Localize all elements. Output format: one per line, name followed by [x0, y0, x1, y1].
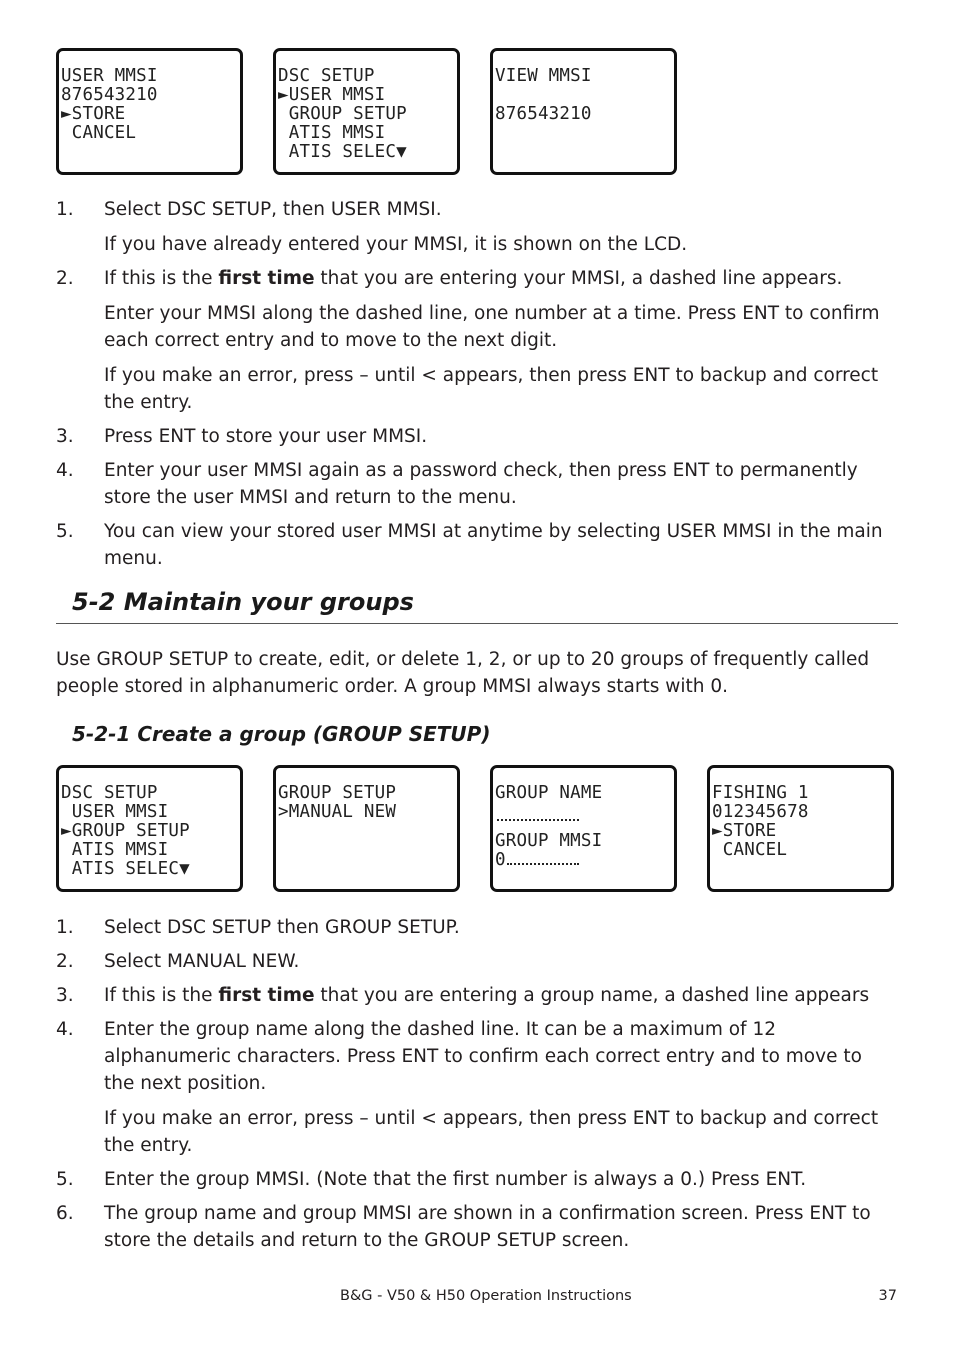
- lcd-line: ►STORE: [712, 821, 777, 841]
- lcd-screen-group-name: [490, 765, 677, 892]
- lcd-line: GROUP MMSI: [495, 831, 603, 851]
- step-text: If you make an error, press – until < appears, then press ENT to backup and correct the entry.: [104, 365, 879, 413]
- lcd-line: CANCEL: [712, 840, 788, 860]
- step-number: 5.: [56, 521, 74, 542]
- step-text: If you make an error, press – until < appears, then press ENT to backup and correct the entry.: [104, 1108, 879, 1156]
- lcd-line: FISHING 1: [712, 783, 809, 803]
- step-text: If this is the first time that you are entering a group name, a dashed line appears: [104, 985, 870, 1006]
- list-item: [56, 1166, 896, 1193]
- lcd-line: VIEW MMSI: [495, 66, 592, 86]
- list-item: [56, 914, 896, 941]
- lcd-line: ATIS MMSI: [278, 123, 386, 143]
- lcd-row-group-setup: [56, 765, 924, 892]
- lcd-line: ATIS MMSI: [61, 840, 169, 860]
- list-item: [56, 196, 896, 258]
- lcd-screen-confirm-group: [707, 765, 894, 892]
- list-item: [56, 948, 896, 975]
- step-text: Enter your user MMSI again as a password check, then press ENT to permanently store the user MMSI and return to the menu.: [104, 460, 858, 508]
- lcd-line: USER MMSI: [61, 66, 158, 86]
- list-item: [56, 518, 896, 572]
- step-number: 3.: [56, 985, 74, 1006]
- step-text: Press ENT to store your user MMSI.: [104, 426, 428, 447]
- step-number: 6.: [56, 1203, 74, 1224]
- step-number: 4.: [56, 460, 74, 481]
- section-divider: [56, 623, 898, 624]
- page-number: 37: [878, 1288, 897, 1304]
- lcd-line: ►GROUP SETUP: [61, 821, 190, 841]
- lcd-line: ►USER MMSI: [278, 85, 386, 105]
- step-number: 5.: [56, 1169, 74, 1190]
- list-item: [56, 1016, 896, 1159]
- lcd-line: GROUP SETUP: [278, 783, 397, 803]
- step-number: 1.: [56, 199, 74, 220]
- lcd-line: 012345678: [712, 802, 809, 822]
- list-item: [56, 457, 896, 511]
- step-number: 1.: [56, 917, 74, 938]
- lcd-screen-dsc-setup: [56, 765, 243, 892]
- list-item: [56, 423, 896, 450]
- step-number: 3.: [56, 426, 74, 447]
- lcd-screen-dsc-setup: [273, 48, 460, 175]
- lcd-line: ATIS SELEC▼: [61, 859, 190, 879]
- step-number: 2.: [56, 951, 74, 972]
- step-text: If you have already entered your MMSI, it is shown on the LCD.: [104, 234, 688, 255]
- lcd-row-user-mmsi: [56, 48, 707, 175]
- lcd-screen-view-mmsi: [490, 48, 677, 175]
- section-heading: 5-2 Maintain your groups: [72, 588, 414, 616]
- lcd-dashed-line: [495, 803, 674, 822]
- lcd-screen-group-setup: [273, 765, 460, 892]
- step-text: Enter your MMSI along the dashed line, one number at a time. Press ENT to confirm each correct entry and to move to the next digit.: [104, 303, 880, 351]
- list-item: [56, 982, 896, 1009]
- list-item: [56, 1200, 896, 1254]
- lcd-line: USER MMSI: [61, 802, 169, 822]
- lcd-line: DSC SETUP: [278, 66, 375, 86]
- step-number: 4.: [56, 1019, 74, 1040]
- steps-group-setup: [56, 914, 896, 1261]
- lcd-line: 0: [495, 851, 674, 870]
- lcd-line: CANCEL: [61, 123, 137, 143]
- lcd-line: [495, 86, 674, 105]
- lcd-line: 876543210: [61, 85, 158, 105]
- lcd-line: GROUP NAME: [495, 783, 603, 803]
- step-text: The group name and group MMSI are shown in a confirmation screen. Press ENT to store the details and return to the GROUP SETUP screen.: [104, 1203, 871, 1251]
- lcd-line: 876543210: [495, 104, 592, 124]
- lcd-screen-user-mmsi: [56, 48, 243, 175]
- step-text: If this is the first time that you are entering your MMSI, a dashed line appears.: [104, 268, 843, 289]
- list-item: [56, 265, 896, 416]
- step-text: You can view your stored user MMSI at anytime by selecting USER MMSI in the main menu.: [104, 521, 883, 569]
- step-text: Select DSC SETUP then GROUP SETUP.: [104, 917, 460, 938]
- lcd-line: ATIS SELEC▼: [278, 142, 407, 162]
- footer-title: B&G - V50 & H50 Operation Instructions: [340, 1288, 632, 1304]
- step-text: Select DSC SETUP, then USER MMSI.: [104, 199, 442, 220]
- steps-user-mmsi: [56, 196, 896, 579]
- step-text: Enter the group name along the dashed line. It can be a maximum of 12 alphanumeric characters. Press ENT to confirm each correct entry and to move to the next position.: [104, 1019, 862, 1094]
- step-number: 2.: [56, 268, 74, 289]
- section-intro: Use GROUP SETUP to create, edit, or delete 1, 2, or up to 20 groups of frequently called people stored in alphanumeric order. A group MMSI always starts with 0.: [56, 649, 870, 697]
- lcd-line: ►STORE: [61, 104, 126, 124]
- step-text: Select MANUAL NEW.: [104, 951, 300, 972]
- lcd-line: GROUP SETUP: [278, 104, 407, 124]
- step-text: Enter the group MMSI. (Note that the first number is always a 0.) Press ENT.: [104, 1169, 807, 1190]
- lcd-line: >MANUAL NEW: [278, 802, 397, 822]
- subsection-heading: 5-2-1 Create a group (GROUP SETUP): [72, 722, 491, 746]
- lcd-line: DSC SETUP: [61, 783, 158, 803]
